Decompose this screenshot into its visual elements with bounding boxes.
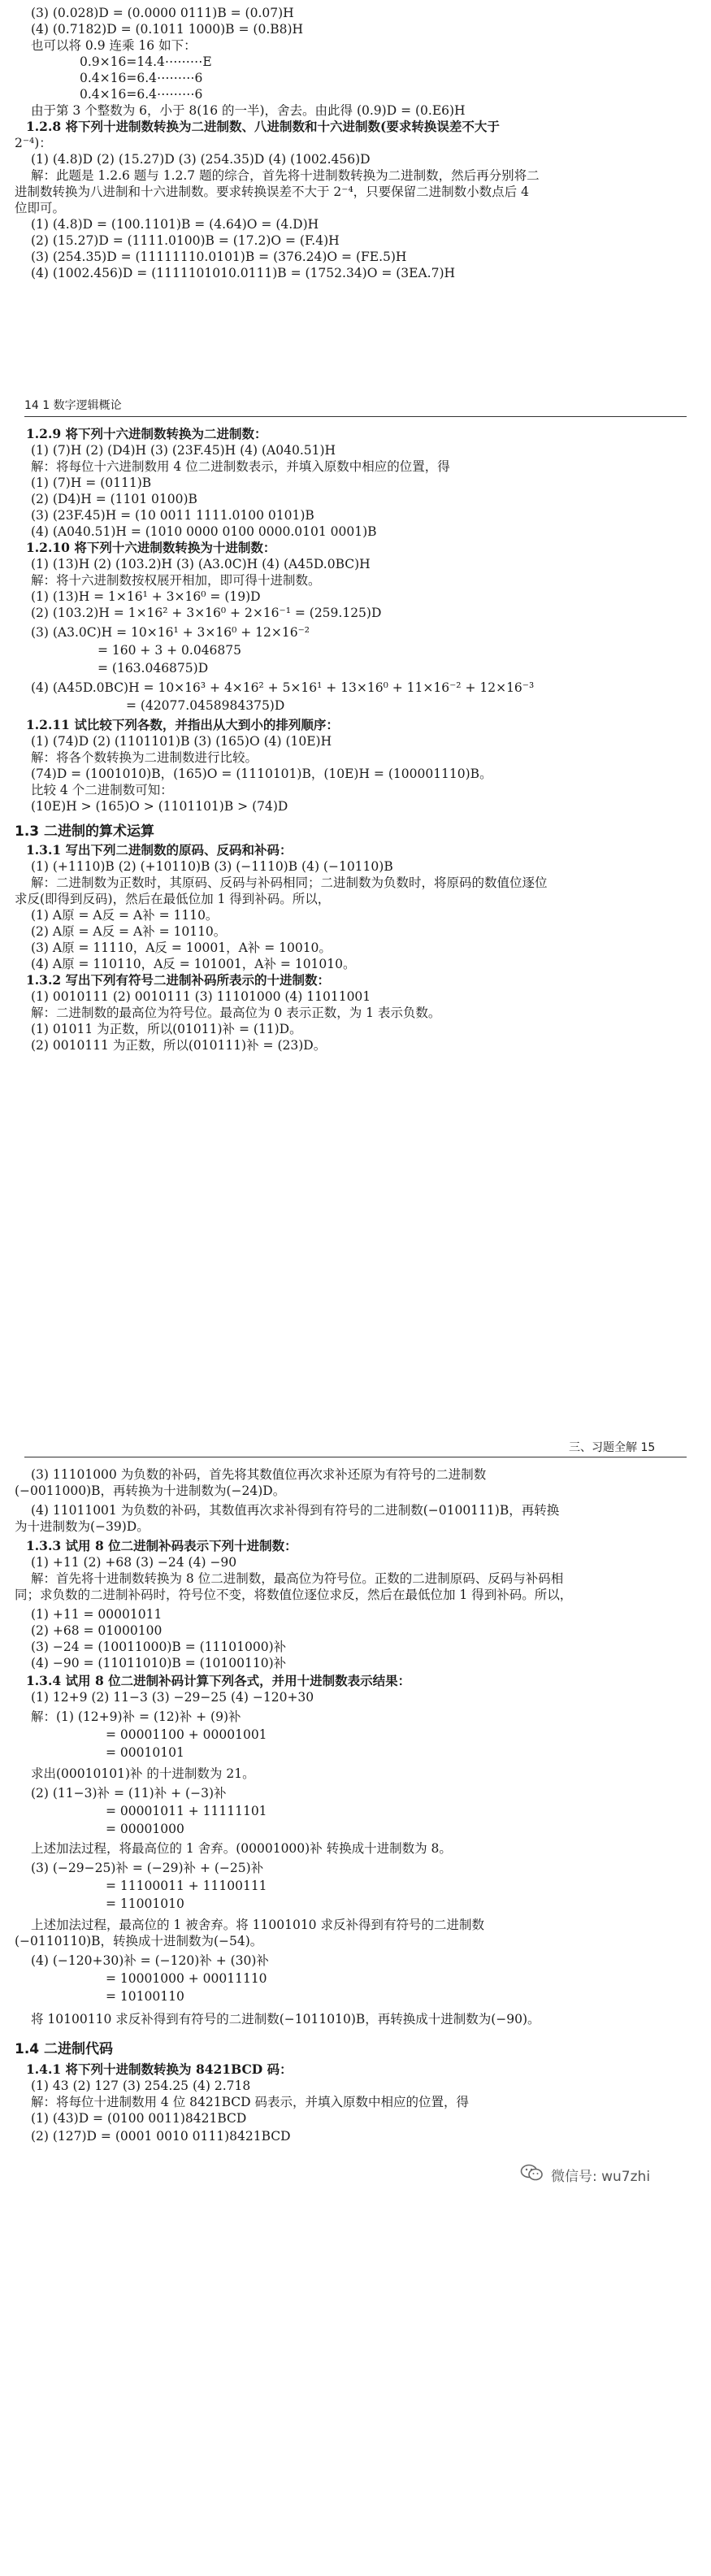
text-line: (2) (11−3)补 = (11)补 + (−3)补 <box>31 1786 227 1801</box>
text-line: = 00010101 <box>106 1745 184 1760</box>
text-line: 解：将每位十六进制数用 4 位二进制数表示，并填入原数中相应的位置，得 <box>31 459 450 474</box>
text-line: (1) 01011 为正数，所以(01011)补 = (11)D。 <box>31 1022 302 1036</box>
text-line: (4) (A040.51)H = (1010 0000 0100 0000.0101 0001)B <box>31 524 377 539</box>
text-line: = 00001011 + 11111101 <box>106 1804 267 1818</box>
text-line: = (163.046875)D <box>98 661 209 675</box>
text-line: 2⁻⁴)： <box>15 136 52 150</box>
header-rule <box>24 416 687 417</box>
text-line: (3) (23F.45)H = (10 0011 1111.0100 0101)B <box>31 508 314 523</box>
text-line: (2) 0010111 为正数，所以(010111)补 = (23)D。 <box>31 1038 327 1053</box>
wechat-icon <box>520 2164 544 2182</box>
text-line: (4) (1002.456)D = (1111101010.0111)B = (1752.34)O = (3EA.7)H <box>31 266 456 280</box>
text-line: 解：二进制数为正数时，其原码、反码与补码相同；二进制数为负数时，将原码的数值位逐位 <box>31 875 548 890</box>
text-line: (3) A原 = 11110，A反 = 10001，A补 = 10010。 <box>31 940 332 955</box>
text-line: (4) A原 = 110110，A反 = 101001，A补 = 101010。 <box>31 957 356 971</box>
text-line: (1) +11 (2) +68 (3) −24 (4) −90 <box>31 1555 237 1570</box>
text-line: 求反(即得到反码)，然后在最低位加 1 得到补码。所以， <box>15 892 331 906</box>
text-line: 解：将各个数转换为二进制数进行比较。 <box>31 750 258 765</box>
text-line: 为十进制数为(−39)D。 <box>15 1519 150 1534</box>
problem-heading: 1.3.1 写出下列二进制数的原码、反码和补码： <box>26 842 293 858</box>
page-header: 14 1 数字逻辑概论 <box>24 399 122 412</box>
section-title: 1.3 二进制的算术运算 <box>15 823 155 840</box>
text-line: (1) A原 = A反 = A补 = 1110。 <box>31 908 219 923</box>
text-line: (1) 43 (2) 127 (3) 254.25 (4) 2.718 <box>31 2079 251 2093</box>
text-line: (1) (13)H (2) (103.2)H (3) (A3.0C)H (4) (A45D.0BC)H <box>31 557 371 571</box>
text-line: = 00001000 <box>106 1822 184 1836</box>
text-line: (1) (4.8)D = (100.1101)B = (4.64)O = (4.D)H <box>31 217 319 232</box>
text-line: = 160 + 3 + 0.046875 <box>98 643 242 658</box>
text-line: = 11100011 + 11100111 <box>106 1879 267 1893</box>
watermark <box>520 2162 707 2187</box>
text-line: 位即可。 <box>15 201 66 215</box>
text-line: (3) −24 = (10011000)B = (11101000)补 <box>31 1640 287 1654</box>
text-line: 由于第 3 个整数为 6，小于 8(16 的一半)，舍去。由此得 (0.9)D = (0.E6)H <box>31 103 466 118</box>
text-line: 解：将每位十进制数用 4 位 8421BCD 码表示，并填入原数中相应的位置，得 <box>31 2095 469 2109</box>
text-line: (2) +68 = 01000100 <box>31 1623 163 1638</box>
text-line: (2) A原 = A反 = A补 = 10110。 <box>31 924 227 939</box>
text-line: (4) −90 = (11011010)B = (10100110)补 <box>31 1656 287 1670</box>
text-line: (4) (A45D.0BC)H = 10×16³ + 4×16² + 5×16¹ + 13×16⁰ + 11×16⁻² + 12×16⁻³ <box>31 680 535 695</box>
text-line: (3) (−29−25)补 = (−29)补 + (−25)补 <box>31 1861 264 1875</box>
text-line: 解：(1) (12+9)补 = (12)补 + (9)补 <box>31 1709 241 1724</box>
problem-heading: 1.3.3 试用 8 位二进制补码表示下列十进制数： <box>26 1538 297 1553</box>
text-line: 也可以将 0.9 连乘 16 如下： <box>31 38 197 53</box>
text-line: 求出(00010101)补 的十进制数为 21。 <box>31 1766 255 1781</box>
text-line: (2) (D4)H = (1101 0100)B <box>31 492 197 506</box>
text-line: = (42077.0458984375)D <box>126 698 285 713</box>
problem-heading: 1.2.10 将下列十六进制数转换为十进制数： <box>26 540 276 555</box>
text-line: 同；求负数的二进制补码时，符号位不变，将数值位逐位求反，然后在最低位加 1 得到补码。所以， <box>15 1588 573 1602</box>
text-line: (3) (A3.0C)H = 10×16¹ + 3×16⁰ + 12×16⁻² <box>31 625 310 640</box>
section-title: 1.4 二进制代码 <box>15 2041 114 2057</box>
text-line: 进制数转换为八进制和十六进制数。要求转换误差不大于 2⁻⁴，只要保留二进制数小数点后 4 <box>15 185 529 199</box>
text-line: 比较 4 个二进制数可知： <box>31 783 173 797</box>
problem-heading: 1.2.8 将下列十进制数转换为二进制数、八进制数和十六进制数(要求转换误差不大于 <box>26 119 500 134</box>
problem-heading: 1.2.9 将下列十六进制数转换为二进制数： <box>26 426 267 441</box>
text-line: (4) (0.7182)D = (0.1011 1000)B = (0.B8)H <box>31 22 304 37</box>
problem-heading: 1.3.4 试用 8 位二进制补码计算下列各式，并用十进制数表示结果： <box>26 1673 411 1688</box>
text-line: (1) 12+9 (2) 11−3 (3) −29−25 (4) −120+30 <box>31 1690 314 1705</box>
text-line: (10E)H > (165)O > (1101101)B > (74)D <box>31 799 288 814</box>
text-line: (1) 0010111 (2) 0010111 (3) 11101000 (4) 11011001 <box>31 989 371 1004</box>
text-line: (3) (0.028)D = (0.0000 0111)B = (0.07)H <box>31 6 294 20</box>
text-line: = 11001010 <box>106 1896 184 1911</box>
text-line: = 10100110 <box>106 1989 184 2004</box>
text-line: 0.9×16=14.4⋯⋯⋯E <box>80 54 212 69</box>
text-line: 解：首先将十进制数转换为 8 位二进制数，最高位为符号位。正数的二进制原码、反码与补码相 <box>31 1571 564 1586</box>
text-line: (2) (15.27)D = (1111.0100)B = (17.2)O = (F.4)H <box>31 233 340 248</box>
text-line: (4) (−120+30)补 = (−120)补 + (30)补 <box>31 1953 269 1968</box>
text-line: (2) (127)D = (0001 0010 0111)8421BCD <box>31 2129 291 2144</box>
text-line: 上述加法过程，最高位的 1 被舍弃。将 11001010 求反补得到有符号的二进制数 <box>31 1918 484 1932</box>
text-line: = 00001100 + 00001001 <box>106 1727 267 1742</box>
text-line: (3) 11101000 为负数的补码，首先将其数值位再次求补还原为有符号的二进制数 <box>31 1467 487 1482</box>
page-header: 三、习题全解 15 <box>569 1441 656 1454</box>
text-line: (1) (43)D = (0100 0011)8421BCD <box>31 2111 247 2126</box>
text-line: (1) (74)D (2) (1101101)B (3) (165)O (4) (10E)H <box>31 734 332 749</box>
text-line: (1) (7)H (2) (D4)H (3) (23F.45)H (4) (A040.51)H <box>31 443 336 458</box>
text-line: (1) (7)H = (0111)B <box>31 476 152 490</box>
text-line: (1) (4.8)D (2) (15.27)D (3) (254.35)D (4) (1002.456)D <box>31 152 371 167</box>
text-line: 将 10100110 求反补得到有符号的二进制数(−1011010)B，再转换成十进制数为(−90)。 <box>31 2012 540 2026</box>
text-line: (1) (+1110)B (2) (+10110)B (3) (−1110)B (4) (−10110)B <box>31 859 393 874</box>
text-line: (1) +11 = 00001011 <box>31 1607 163 1622</box>
text-line: 上述加法过程，将最高位的 1 舍弃。(00001000)补 转换成十进制数为 8。 <box>31 1841 452 1856</box>
text-line: (4) 11011001 为负数的补码，其数值再次求补得到有符号的二进制数(−0100111)B，再转换 <box>31 1503 560 1518</box>
problem-heading: 1.2.11 试比较下列各数，并指出从大到小的排列顺序： <box>26 717 339 732</box>
problem-heading: 1.3.2 写出下列有符号二进制补码所表示的十进制数： <box>26 972 331 988</box>
text-line: 解：此题是 1.2.6 题与 1.2.7 题的综合，首先将十进制数转换为二进制数，然后再分别将二 <box>31 168 540 183</box>
problem-heading: 1.4.1 将下列十进制数转换为 8421BCD 码： <box>26 2061 293 2077</box>
text-line: 0.4×16=6.4⋯⋯⋯6 <box>80 87 203 102</box>
text-line: (−0011000)B，再转换为十进制数为(−24)D。 <box>15 1483 286 1498</box>
text-line: 解：将十六进制数按权展开相加，即可得十进制数。 <box>31 573 321 588</box>
text-line: 0.4×16=6.4⋯⋯⋯6 <box>80 71 203 85</box>
text-line: = 10001000 + 00011110 <box>106 1971 267 1986</box>
text-line: (3) (254.35)D = (11111110.0101)B = (376.24)O = (FE.5)H <box>31 250 407 264</box>
text-line: (−0110110)B，转换成十进制数为(−54)。 <box>15 1934 263 1948</box>
text-line: (1) (13)H = 1×16¹ + 3×16⁰ = (19)D <box>31 589 261 604</box>
text-line: (74)D = (1001010)B，(165)O = (1110101)B，(10E)H = (100001110)B。 <box>31 767 492 781</box>
text-line: (2) (103.2)H = 1×16² + 3×16⁰ + 2×16⁻¹ = (259.125)D <box>31 606 382 620</box>
watermark-text: 微信号: wu7zhi <box>551 2169 651 2185</box>
page-fragment-1 <box>0 0 711 280</box>
text-line: 解：二进制数的最高位为符号位。最高位为 0 表示正数，为 1 表示负数。 <box>31 1006 441 1020</box>
